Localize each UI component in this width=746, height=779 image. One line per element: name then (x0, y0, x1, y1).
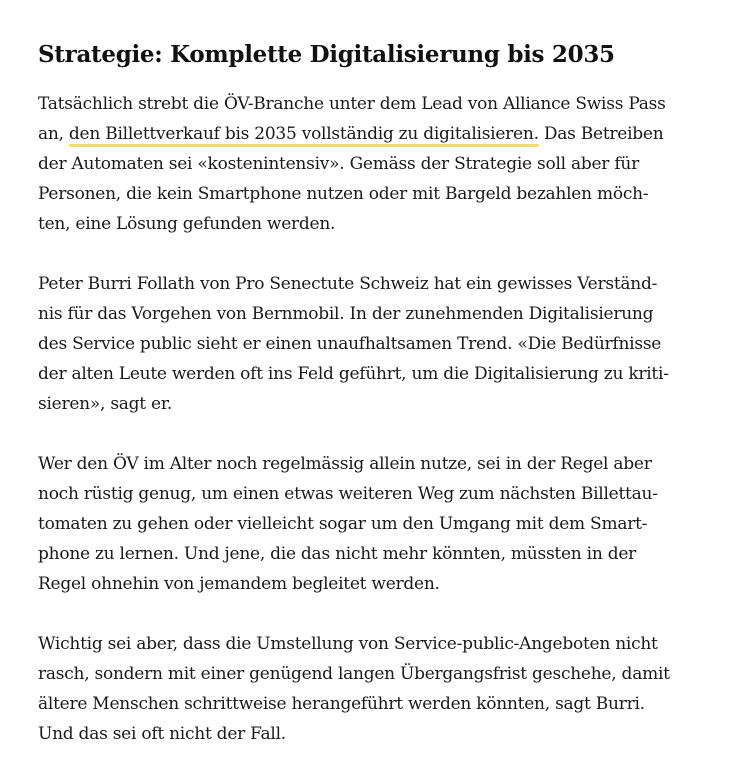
text-line: tomaten zu gehen oder vielleicht sogar um den Umgang mit dem Smart- (38, 514, 648, 534)
text-line: Personen, die kein Smartphone nutzen oder mit Bargeld bezahlen möch- (38, 184, 649, 204)
text-line: Und das sei oft nicht der Fall. (38, 724, 286, 744)
text-line: ältere Menschen schrittweise herangeführt werden könnten, sagt Burri. (38, 694, 645, 714)
article-link-digitalisation[interactable]: den Billettverkauf bis 2035 vollständig zu digitalisieren. (69, 124, 539, 147)
paragraph-pro-senectute (38, 269, 710, 419)
paragraph-transition (38, 629, 710, 749)
text-line: der Automaten sei «kostenintensiv». Gemäss der Strategie soll aber für (38, 154, 639, 174)
paragraph-elderly-users (38, 449, 710, 599)
text-line: sieren», sagt er. (38, 394, 173, 414)
text-fragment: an, (38, 124, 69, 144)
article-body (38, 38, 710, 779)
text-line-with-link (38, 119, 710, 149)
paragraph-strategy (38, 89, 710, 239)
section-heading: Strategie: Komplette Digitalisierung bis 2035 (38, 41, 615, 68)
text-line: Tatsächlich strebt die ÖV-Branche unter dem Lead von Alliance Swiss Pass (38, 94, 666, 114)
text-line: ten, eine Lösung gefunden werden. (38, 214, 336, 234)
text-fragment: Das Betreiben (543, 124, 664, 144)
text-line: Regel ohnehin von jemandem begleitet werden. (38, 574, 440, 594)
text-line: phone zu lernen. Und jene, die das nicht mehr könnten, müssten in der (38, 544, 637, 564)
text-line: Wichtig sei aber, dass die Umstellung von Service-public-Angeboten nicht (38, 634, 658, 654)
text-line: noch rüstig genug, um einen etwas weiteren Weg zum nächsten Billettau- (38, 484, 658, 504)
text-line: Peter Burri Follath von Pro Senectute Schweiz hat ein gewisses Verständ- (38, 274, 658, 294)
text-line: Wer den ÖV im Alter noch regelmässig allein nutze, sei in der Regel aber (38, 454, 652, 474)
text-line: des Service public sieht er einen unaufhaltsamen Trend. «Die Bedürfnisse (38, 334, 662, 354)
text-line: rasch, sondern mit einer genügend langen Übergangsfrist geschehe, damit (38, 664, 670, 684)
text-line: nis für das Vorgehen von Bernmobil. In der zunehmenden Digitalisierung (38, 304, 654, 324)
text-line: der alten Leute werden oft ins Feld geführt, um die Digitalisierung zu kriti- (38, 364, 669, 384)
